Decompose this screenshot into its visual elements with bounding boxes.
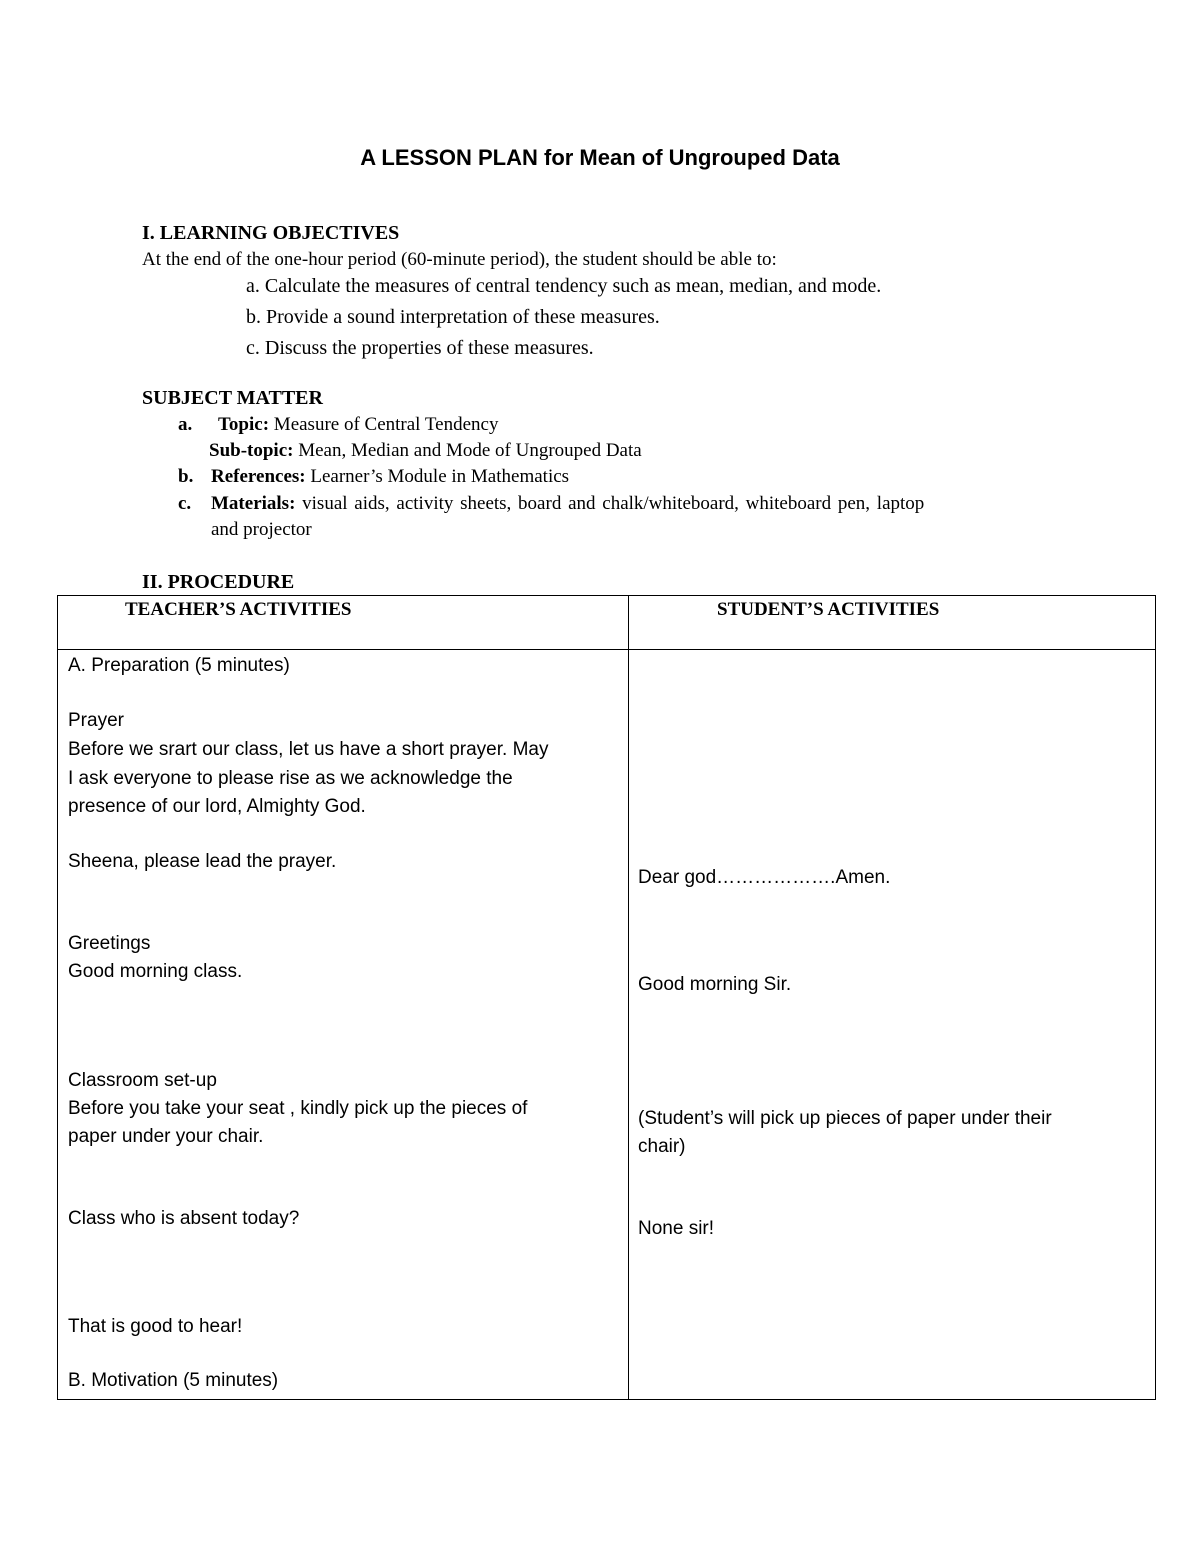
objective-item: a. Calculate the measures of central tendency such as mean, median, and mode. [246,275,882,297]
prayer-text: Before we srart our class, let us have a short prayer. May [68,739,549,760]
references-value: Learner’s Module in Mathematics [305,466,570,487]
absent-question: Class who is absent today? [68,1208,300,1229]
preparation-heading: A. Preparation (5 minutes) [68,655,290,676]
motivation-heading: B. Motivation (5 minutes) [68,1370,279,1391]
objectives-heading: I. LEARNING OBJECTIVES [142,222,400,244]
list-marker: a. [178,414,193,435]
materials-value: visual aids, activity sheets, board and chalk/whiteboard, whiteboard pen, laptop [295,493,925,514]
objectives-intro: At the end of the one-hour period (60-minute period), the student should be able to: [142,249,777,270]
student-prayer-response: Dear god……………….Amen. [638,867,891,888]
good-to-hear-text: That is good to hear! [68,1316,243,1337]
objective-item: c. Discuss the properties of these measures. [246,337,594,359]
materials-label: Materials: [211,493,296,514]
references-line [211,466,569,488]
references-label: References: [211,466,306,487]
list-marker: c. [178,493,192,514]
student-setup-response: chair) [638,1136,686,1157]
setup-text: Before you take your seat , kindly pick up the pieces of [68,1098,528,1119]
greetings-text: Good morning class. [68,961,243,982]
column-divider [628,596,629,1399]
prayer-title: Prayer [68,710,124,731]
subject-matter-heading: SUBJECT MATTER [142,387,323,409]
document-title: A LESSON PLAN for Mean of Ungrouped Data [360,145,840,170]
materials-line [211,493,924,515]
procedure-heading: II. PROCEDURE [142,571,295,593]
setup-title: Classroom set-up [68,1070,217,1091]
setup-text: paper under your chair. [68,1126,264,1147]
student-absent-response: None sir! [638,1218,715,1239]
topic-value: Measure of Central Tendency [269,414,499,435]
list-marker: b. [178,466,194,487]
subtopic-line [209,440,642,462]
greetings-title: Greetings [68,933,151,954]
topic-line [218,414,498,436]
prayer-lead-text: Sheena, please lead the prayer. [68,851,337,872]
objective-item: b. Provide a sound interpretation of these measures. [246,306,660,328]
header-divider [58,649,1155,650]
teacher-column-header: TEACHER’S ACTIVITIES [125,599,352,620]
prayer-text: I ask everyone to please rise as we acknowledge the [68,768,513,789]
student-greeting-response: Good morning Sir. [638,974,792,995]
student-column-header: STUDENT’S ACTIVITIES [717,599,940,620]
prayer-text: presence of our lord, Almighty God. [68,796,366,817]
materials-value-cont: and projector [211,519,312,540]
subtopic-value: Mean, Median and Mode of Ungrouped Data [293,440,642,461]
subtopic-label: Sub-topic: [209,440,294,461]
procedure-table [57,595,1156,1400]
student-setup-response: (Student’s will pick up pieces of paper under their [638,1108,1052,1129]
topic-label: Topic: [218,414,270,435]
